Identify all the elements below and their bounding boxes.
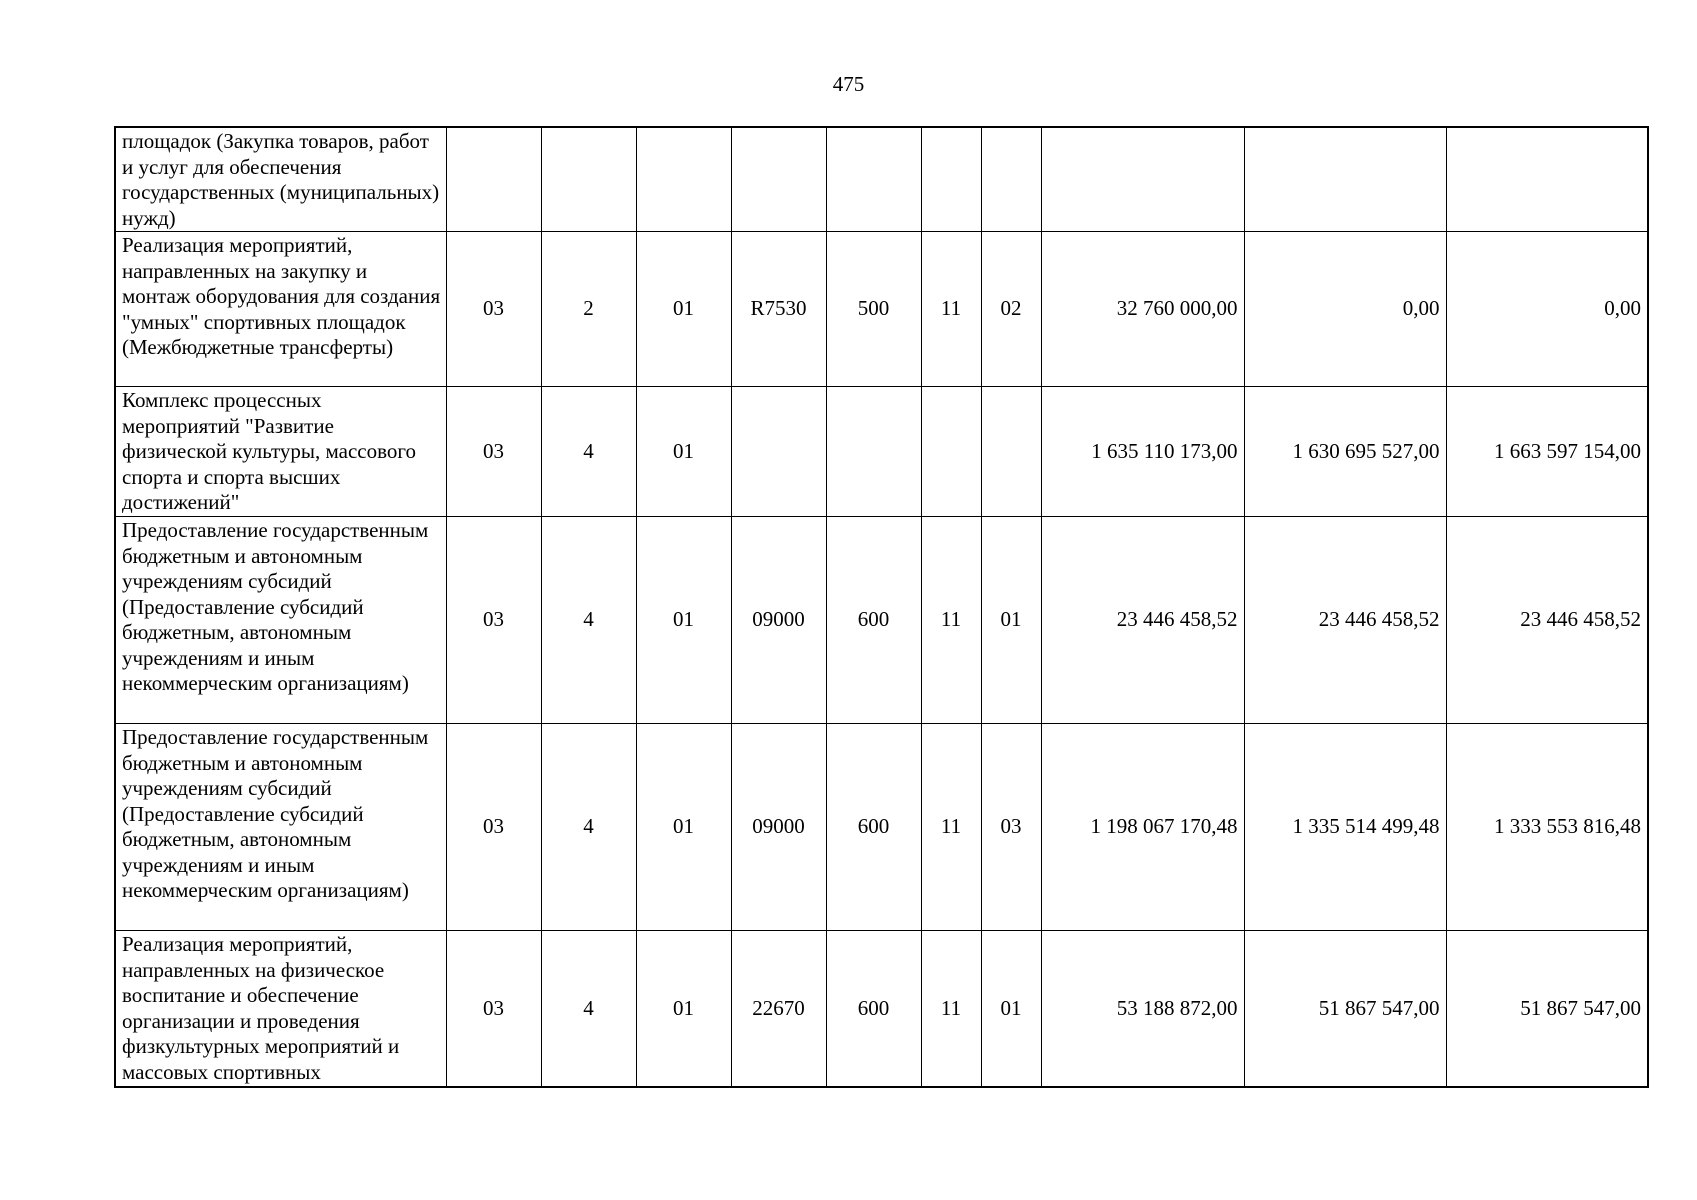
- subsection-code-cell: [981, 127, 1041, 232]
- page-number: 475: [832, 72, 865, 96]
- subsection-code-cell: 03: [981, 724, 1041, 931]
- direction-code-cell: R7530: [731, 232, 826, 387]
- program-code-cell: 03: [446, 232, 541, 387]
- subprogram-code-cell: 4: [541, 724, 636, 931]
- section-code-cell: [921, 127, 981, 232]
- main-event-code-cell: [636, 127, 731, 232]
- main-event-code-cell: 01: [636, 517, 731, 724]
- expense-name-cell: Комплекс процессных мероприятий "Развитие физической культуры, массового спорта и спорта высших достижений": [115, 387, 446, 517]
- program-code-cell: 03: [446, 931, 541, 1087]
- direction-code-cell: [731, 127, 826, 232]
- program-code-cell: 03: [446, 387, 541, 517]
- subprogram-code-cell: 4: [541, 387, 636, 517]
- expense-type-code-cell: 600: [826, 724, 921, 931]
- amount-2-cell: 23 446 458,52: [1244, 517, 1446, 724]
- section-code-cell: 11: [921, 517, 981, 724]
- subprogram-code-cell: 4: [541, 517, 636, 724]
- amount-3-cell: 23 446 458,52: [1446, 517, 1648, 724]
- direction-code-cell: 09000: [731, 724, 826, 931]
- subsection-code-cell: 01: [981, 931, 1041, 1087]
- direction-code-cell: 22670: [731, 931, 826, 1087]
- subprogram-code-cell: 2: [541, 232, 636, 387]
- amount-2-cell: 1 335 514 499,48: [1244, 724, 1446, 931]
- table-row: [115, 232, 1648, 387]
- amount-1-cell: 53 188 872,00: [1041, 931, 1244, 1087]
- amount-2-cell: 51 867 547,00: [1244, 931, 1446, 1087]
- amount-3-cell: 1 333 553 816,48: [1446, 724, 1648, 931]
- expense-type-code-cell: 600: [826, 517, 921, 724]
- amount-1-cell: 1 198 067 170,48: [1041, 724, 1244, 931]
- amount-1-cell: [1041, 127, 1244, 232]
- expense-name-cell: Предоставление государственным бюджетным и автономным учреждениям субсидий (Предоставление субсидий бюджетным, автономным учреждениям и иным некоммерческим организациям): [115, 724, 446, 931]
- direction-code-cell: [731, 387, 826, 517]
- expense-type-code-cell: 500: [826, 232, 921, 387]
- amount-1-cell: 23 446 458,52: [1041, 517, 1244, 724]
- section-code-cell: 11: [921, 724, 981, 931]
- subsection-code-cell: 01: [981, 517, 1041, 724]
- table-row: [115, 517, 1648, 724]
- amount-3-cell: 51 867 547,00: [1446, 931, 1648, 1087]
- main-event-code-cell: 01: [636, 387, 731, 517]
- table-row: [115, 931, 1648, 1087]
- program-code-cell: [446, 127, 541, 232]
- amount-3-cell: 0,00: [1446, 232, 1648, 387]
- direction-code-cell: 09000: [731, 517, 826, 724]
- expense-type-code-cell: [826, 387, 921, 517]
- subsection-code-cell: [981, 387, 1041, 517]
- amount-2-cell: [1244, 127, 1446, 232]
- main-event-code-cell: 01: [636, 232, 731, 387]
- section-code-cell: 11: [921, 931, 981, 1087]
- amount-1-cell: 1 635 110 173,00: [1041, 387, 1244, 517]
- program-code-cell: 03: [446, 724, 541, 931]
- main-event-code-cell: 01: [636, 931, 731, 1087]
- table-row: [115, 127, 1648, 232]
- subprogram-code-cell: [541, 127, 636, 232]
- amount-3-cell: [1446, 127, 1648, 232]
- section-code-cell: 11: [921, 232, 981, 387]
- budget-table: [114, 126, 1649, 1088]
- amount-1-cell: 32 760 000,00: [1041, 232, 1244, 387]
- table-row: [115, 724, 1648, 931]
- amount-3-cell: 1 663 597 154,00: [1446, 387, 1648, 517]
- main-event-code-cell: 01: [636, 724, 731, 931]
- subsection-code-cell: 02: [981, 232, 1041, 387]
- amount-2-cell: 1 630 695 527,00: [1244, 387, 1446, 517]
- expense-name-cell: Предоставление государственным бюджетным и автономным учреждениям субсидий (Предоставление субсидий бюджетным, автономным учреждениям и иным некоммерческим организациям): [115, 517, 446, 724]
- table-row: [115, 387, 1648, 517]
- expense-name-cell: Реализация мероприятий, направленных на закупку и монтаж оборудования для создания "умных" спортивных площадок (Межбюджетные трансферты): [115, 232, 446, 387]
- expense-name-cell: площадок (Закупка товаров, работ и услуг для обеспечения государственных (муниципальных) нужд): [115, 127, 446, 232]
- section-code-cell: [921, 387, 981, 517]
- expense-name-cell: Реализация мероприятий, направленных на физическое воспитание и обеспечение организации и проведения физкультурных мероприятий и массовых спортивных: [115, 931, 446, 1087]
- amount-2-cell: 0,00: [1244, 232, 1446, 387]
- program-code-cell: 03: [446, 517, 541, 724]
- subprogram-code-cell: 4: [541, 931, 636, 1087]
- expense-type-code-cell: 600: [826, 931, 921, 1087]
- expense-type-code-cell: [826, 127, 921, 232]
